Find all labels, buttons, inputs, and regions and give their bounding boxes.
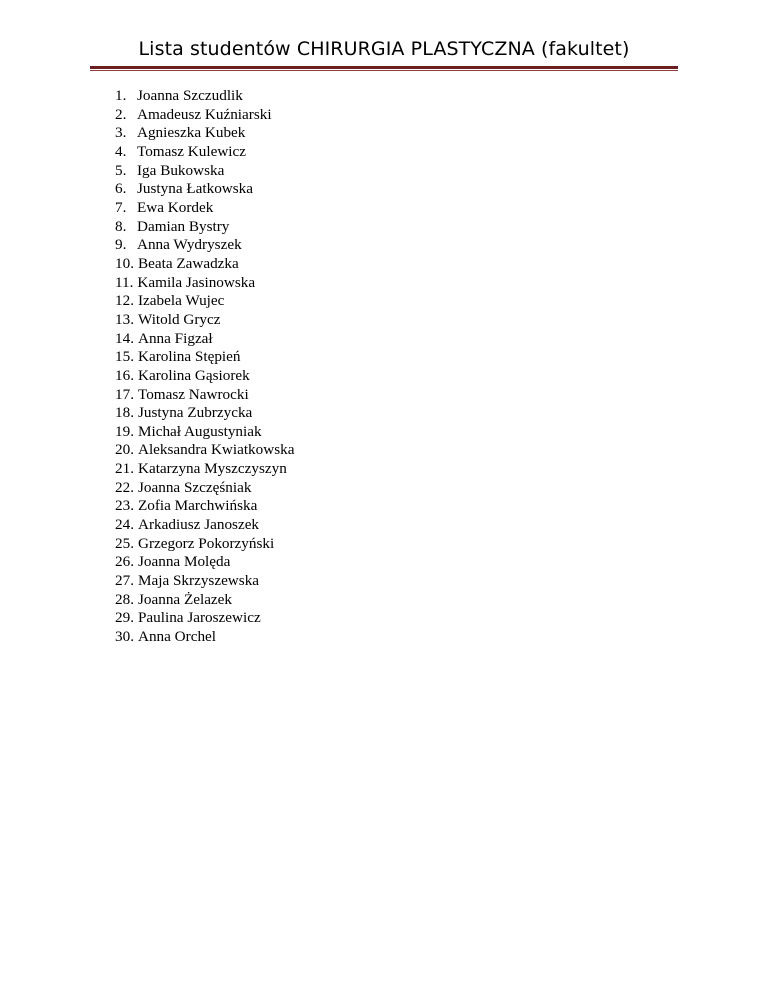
student-number: 22. [115,478,134,496]
student-number: 10. [115,254,134,272]
student-list-item [115,460,294,479]
student-number: 6. [115,180,127,198]
student-name: Joanna Szczęśniak [137,478,252,496]
student-number: 24. [115,516,134,534]
header-rule-thin [90,70,678,71]
student-name: Aleksandra Kwiatkowska [137,441,295,459]
student-list-item [115,441,294,460]
student-name: Justyna Zubrzycka [137,404,253,422]
student-name: Anna Wydryszek [137,236,242,254]
student-list-item [115,143,294,162]
student-list-item [115,591,294,610]
student-name: Arkadiusz Janoszek [137,516,260,534]
page-title: Lista studentów CHIRURGIA PLASTYCZNA (fakultet) [138,38,630,60]
student-name: Damian Bystry [137,217,230,235]
student-number: 2. [115,105,127,123]
student-name: Paulina Jaroszewicz [137,609,261,627]
student-list-item [115,124,294,143]
student-list-item [115,497,294,516]
student-name: Ewa Kordek [137,198,214,216]
student-list-item [115,106,294,125]
student-list-item [115,386,294,405]
student-name: Karolina Gąsiorek [137,366,250,384]
student-number: 26. [115,553,134,571]
student-number: 13. [115,310,134,328]
student-number: 16. [115,366,134,384]
student-number: 21. [115,460,134,478]
student-list-item [115,330,294,349]
student-number: 27. [115,572,134,590]
student-number: 14. [115,329,134,347]
student-number: 20. [115,441,134,459]
student-number: 11. [115,273,134,291]
student-number: 7. [115,198,127,216]
student-list-item [115,516,294,535]
student-name: Zofia Marchwińska [137,497,258,515]
student-number: 30. [115,628,134,646]
student-number: 29. [115,609,134,627]
student-name: Iga Bukowska [137,161,225,179]
student-name: Kamila Jasinowska [137,273,256,291]
student-number: 25. [115,534,134,552]
student-list [115,87,294,647]
student-name: Anna Orchel [137,628,216,646]
student-list-item [115,423,294,442]
student-name: Agnieszka Kubek [137,124,246,142]
student-name: Tomasz Kulewicz [137,142,247,160]
student-name: Maja Skrzyszewska [137,572,260,590]
student-name: Justyna Łatkowska [137,180,253,198]
student-list-item [115,479,294,498]
student-list-item [115,367,294,386]
student-number: 8. [115,217,127,235]
student-number: 4. [115,142,127,160]
student-list-item [115,180,294,199]
student-list-item [115,199,294,218]
student-number: 18. [115,404,134,422]
student-list-item [115,572,294,591]
student-list-item [115,404,294,423]
student-number: 28. [115,590,134,608]
student-number: 15. [115,348,134,366]
student-name: Katarzyna Myszczyszyn [137,460,287,478]
student-name: Joanna Szczudlik [137,87,243,104]
student-list-item [115,311,294,330]
student-name: Amadeusz Kuźniarski [137,105,272,123]
student-list-item [115,553,294,572]
student-list-item [115,609,294,628]
student-number: 23. [115,497,134,515]
student-name: Beata Zawadzka [137,254,239,272]
student-list-item [115,255,294,274]
student-number: 12. [115,292,134,310]
student-number: 17. [115,385,134,403]
student-list-item [115,236,294,255]
student-name: Karolina Stępień [137,348,241,366]
student-list-item [115,348,294,367]
student-list-item [115,535,294,554]
student-name: Joanna Żelazek [137,590,233,608]
student-name: Michał Augustyniak [137,422,262,440]
student-number: 19. [115,422,134,440]
student-name: Anna Figzał [137,329,213,347]
student-number: 5. [115,161,127,179]
page-header [90,36,678,71]
student-list-item [115,87,294,106]
student-number: 9. [115,236,127,254]
header-rule-thick [90,66,678,69]
student-name: Izabela Wujec [137,292,225,310]
student-number: 1. [115,87,127,104]
student-list-item [115,274,294,293]
student-name: Joanna Molęda [137,553,231,571]
student-list-item [115,218,294,237]
student-list-item [115,628,294,647]
student-list-item [115,292,294,311]
student-name: Tomasz Nawrocki [137,385,249,403]
student-name: Grzegorz Pokorzyński [137,534,275,552]
student-list-item [115,162,294,181]
student-name: Witold Grycz [137,310,221,328]
student-number: 3. [115,124,127,142]
